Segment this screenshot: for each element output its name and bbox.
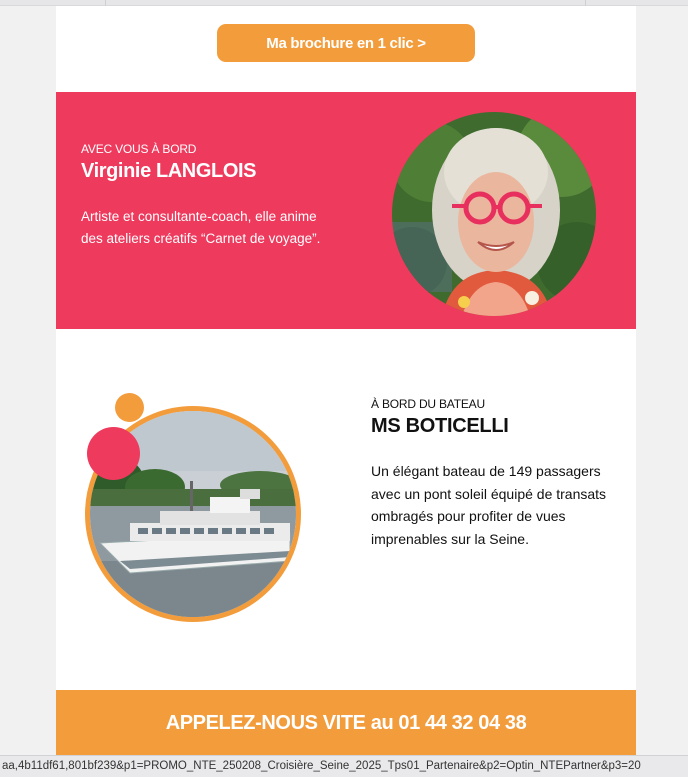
guide-eyebrow: AVEC VOUS À BORD xyxy=(81,142,197,156)
boat-description: Un élégant bateau de 149 passagers avec un pont soleil équipé de transats ombragés pour profiter de vues imprenables sur la Seine. xyxy=(371,463,607,547)
email-body xyxy=(56,6,636,756)
guide-portrait xyxy=(392,112,596,316)
guide-description: Artiste et consultante-coach, elle anime des ateliers créatifs “Carnet de voyage”. xyxy=(81,209,321,246)
guide-section xyxy=(56,92,636,329)
status-bar-url: aa,4b11df61,801bf239&p1=PROMO_NTE_250208_Croisière_Seine_2025_Tps01_Partenaire&p2=Optin_NTEPartner&p3=20 xyxy=(0,755,688,777)
decorative-pink-dot xyxy=(87,427,140,480)
boat-eyebrow: À BORD DU BATEAU xyxy=(371,397,485,411)
brochure-button[interactable]: Ma brochure en 1 clic > xyxy=(217,24,475,62)
guide-name: Virginie LANGLOIS xyxy=(81,160,257,182)
decorative-orange-dot xyxy=(115,393,144,422)
boat-name: MS BOTICELLI xyxy=(371,415,509,437)
phone-call-banner[interactable]: APPELEZ-NOUS VITE au 01 44 32 04 38 xyxy=(56,690,636,756)
portrait-illustration xyxy=(392,112,596,316)
